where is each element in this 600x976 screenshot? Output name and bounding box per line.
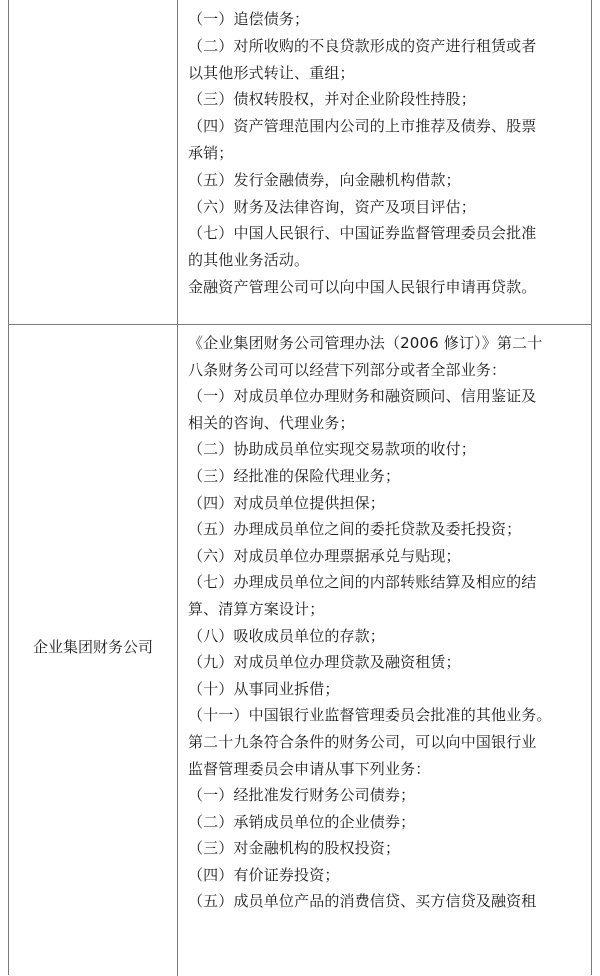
scope-line: 承销； [188, 143, 234, 162]
business-scope-cell [178, 325, 591, 915]
table-row [9, 0, 591, 324]
scope-line: （一）对成员单位办理财务和融资顾问、信用鉴证及 [188, 387, 537, 406]
business-scope-cell [178, 0, 591, 301]
entity-label: 企业集团财务公司 [32, 638, 153, 656]
scope-line: （六）对成员单位办理票据承兑与贴现； [188, 546, 461, 565]
scope-line: （一）追偿债务； [188, 10, 310, 28]
scope-line: （四）对成员单位提供担保； [188, 493, 385, 512]
scope-line: （二）协助成员单位实现交易款项的收付； [188, 440, 476, 459]
scope-line: （九）对成员单位办理贷款及融资租赁； [188, 653, 461, 672]
scope-line: 金融资产管理公司可以向中国人民银行申请再贷款。 [188, 277, 537, 296]
scope-line: （三）对金融机构的股权投资； [188, 839, 401, 858]
scope-line: （三）债权转股权，并对企业阶段性持股； [188, 90, 476, 109]
scope-line: （四）有价证券投资； [188, 865, 340, 884]
scope-line: （二）承销成员单位的企业债券； [188, 812, 416, 831]
business-scope-table [8, 0, 592, 975]
table-row [9, 324, 591, 976]
scope-line: （六）财务及法律咨询，资产及项目评估； [188, 197, 476, 216]
scope-line: 以其他形式转让、重组； [188, 63, 355, 82]
scope-line: （十）从事同业拆借； [188, 679, 340, 698]
scope-line: 的其他业务活动。 [188, 251, 310, 270]
scope-line: （八）吸收成员单位的存款； [188, 626, 385, 645]
scope-line: （五）成员单位产品的消费信贷、买方信贷及融资租 [188, 892, 537, 911]
scope-line: 第二十九条符合条件的财务公司，可以向中国银行业 [188, 732, 537, 751]
scope-line: （三）经批准的保险代理业务； [188, 466, 401, 485]
scope-line: 八条财务公司可以经营下列部分或者全部业务： [188, 360, 507, 379]
scope-line: 《企业集团财务公司管理办法（2006 修订）》第二十 [188, 334, 543, 352]
scope-line: （二）对所收购的不良贷款形成的资产进行租赁或者 [188, 36, 537, 55]
scope-line: （五）办理成员单位之间的委托贷款及委托投资； [188, 520, 522, 539]
scope-line: （十一）中国银行业监督管理委员会批准的其他业务。 [188, 706, 552, 725]
scope-line: （一）经批准发行财务公司债券； [188, 786, 416, 805]
entity-cell [9, 325, 178, 976]
scope-line: 监督管理委员会申请从事下列业务： [188, 759, 431, 778]
scope-line: 相关的咨询、代理业务； [188, 413, 355, 432]
scope-line: （七）办理成员单位之间的内部转账结算及相应的结 [188, 573, 537, 592]
scope-line: （四）资产管理范围内公司的上市推荐及债券、股票 [188, 117, 537, 136]
scope-line: 算、清算方案设计； [188, 599, 325, 618]
scope-line: （七）中国人民银行、中国证券监督管理委员会批准 [188, 224, 537, 243]
entity-cell [9, 0, 178, 324]
scope-line: （五）发行金融债券，向金融机构借款； [188, 170, 461, 189]
